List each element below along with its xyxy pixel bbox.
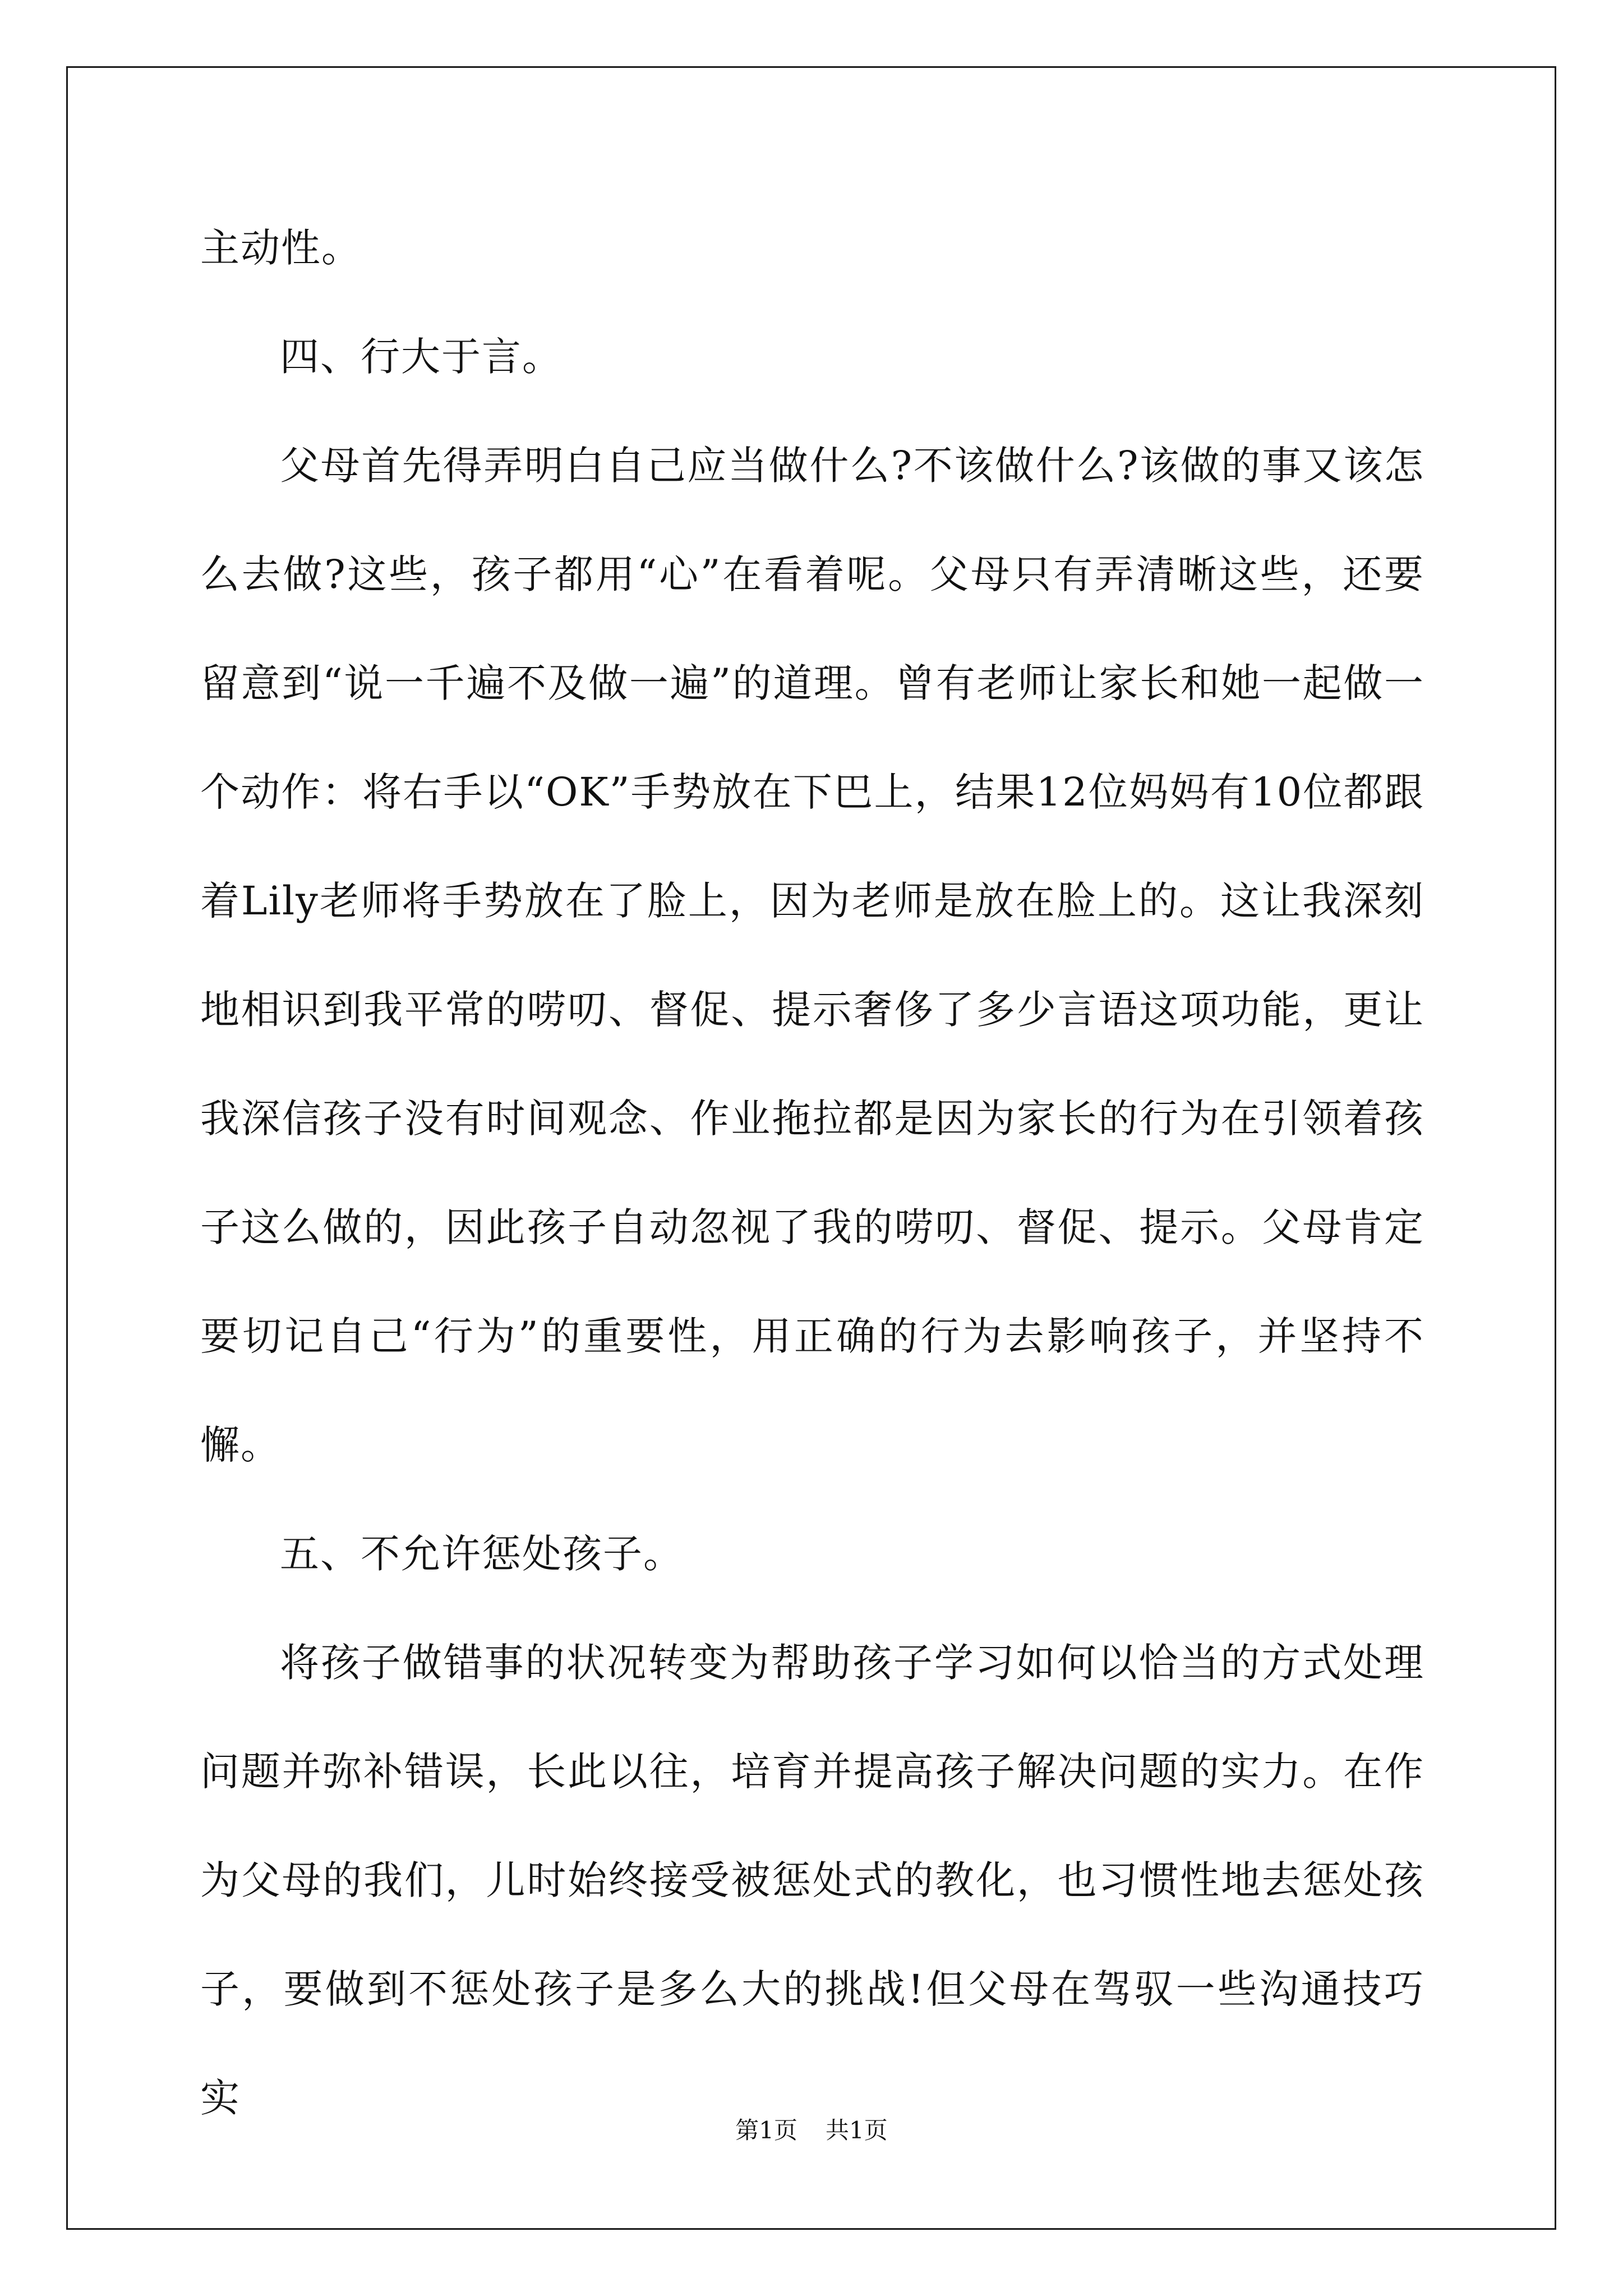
page-number-total: 共1页 (826, 2116, 888, 2144)
paragraph-parents-behavior: 父母首先得弄明白自己应当做什么?不该做什么?该做的事又该怎么去做?这些，孩子都用“心”在看着呢。父母只有弄清晰这些，还要留意到“说一千遍不及做一遍”的道理。曾有老师让家长和她一起做一个动作：将右手以“OK”手势放在下巴上，结果12位妈妈有10位都跟着Lily老师将手势放在了脸上，因为老师是放在脸上的。这让我深刻地相识到我平常的唠叨、督促、提示奢侈了多少言语这项功能，更让我深信孩子没有时间观念、作业拖拉都是因为家长的行为在引领着孩子这么做的，因此孩子自动忽视了我的唠叨、督促、提示。父母肯定要切记自己“行为”的重要性，用正确的行为去影响孩子，并坚持不懈。 (200, 443, 1424, 1468)
paragraph-continuation: 主动性。 (200, 225, 362, 271)
page-number-current: 第1页 (735, 2116, 797, 2144)
section-heading-5: 五、不允许惩处孩子。 (280, 1531, 684, 1577)
section-heading-4: 四、行大于言。 (280, 334, 562, 380)
paragraph-no-punishment: 将孩子做错事的状况转变为帮助孩子学习如何以恰当的方式处理问题并弥补错误，长此以往，培育并提高孩子解决问题的实力。在作为父母的我们，儿时始终接受被惩处式的教化，也习惯性地去惩处孩子，要做到不惩处孩子是多么大的挑战!但父母在驾驭一些沟通技巧实 (200, 1640, 1424, 2121)
document-body (200, 194, 1424, 2152)
page-footer (0, 2112, 1623, 2146)
